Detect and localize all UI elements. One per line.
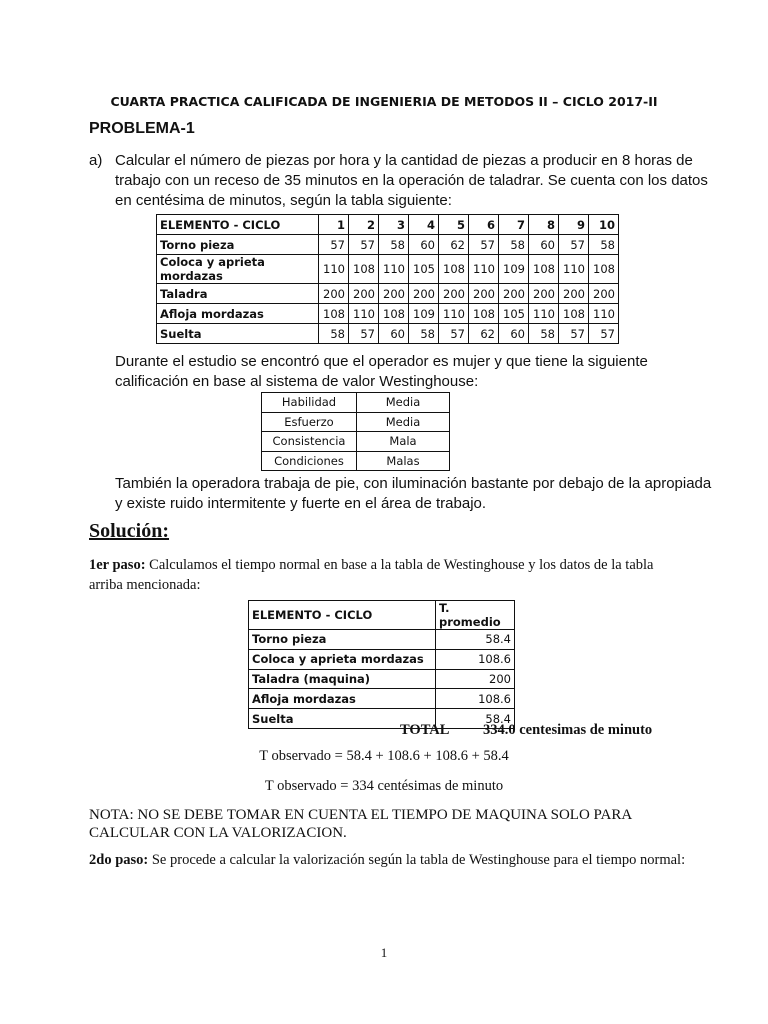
time-value-cell: 58 <box>379 235 409 255</box>
factor-cell: Condiciones <box>262 451 357 471</box>
factor-cell: Consistencia <box>262 432 357 452</box>
time-value-cell: 57 <box>559 235 589 255</box>
time-value-cell: 200 <box>589 284 619 304</box>
table-row <box>262 451 450 471</box>
solution-heading: Solución: <box>89 520 170 542</box>
time-value-cell: 105 <box>499 304 529 324</box>
conditions-paragraph: También la operadora trabaja de pie, con iluminación bastante por debajo de la apropiada y existe ruido intermitente y fuerte en el área de trabajo. <box>115 475 712 512</box>
average-value-cell: 108.6 <box>436 689 515 709</box>
time-value-cell: 57 <box>349 324 379 344</box>
table-row <box>262 432 450 452</box>
element-name-cell: Torno pieza <box>249 630 436 650</box>
page-number: 1 <box>380 945 388 960</box>
time-value-cell: 58 <box>589 235 619 255</box>
rating-cell: Media <box>357 393 450 413</box>
average-value-cell: 58.4 <box>436 630 515 650</box>
header-cell-average: T. promedio <box>436 601 515 630</box>
time-value-cell: 57 <box>469 235 499 255</box>
average-value-cell: 58.4 <box>436 709 515 729</box>
time-value-cell: 200 <box>499 284 529 304</box>
time-value-cell: 57 <box>349 235 379 255</box>
element-name-cell: Coloca y aprieta mordazas <box>157 255 319 284</box>
time-value-cell: 58 <box>499 235 529 255</box>
time-value-cell: 200 <box>349 284 379 304</box>
time-value-cell: 57 <box>589 324 619 344</box>
header-cell-cycle: 9 <box>559 215 589 235</box>
table-row <box>262 412 450 432</box>
westinghouse-rating-table <box>261 392 450 471</box>
step1-label: 1er paso: <box>89 557 146 573</box>
average-value-cell: 200 <box>436 669 515 689</box>
time-value-cell: 108 <box>319 304 349 324</box>
header-cell-cycle: 3 <box>379 215 409 235</box>
time-value-cell: 60 <box>529 235 559 255</box>
equation-sum: T observado = 58.4 + 108.6 + 108.6 + 58.4 <box>259 748 509 764</box>
factor-cell: Esfuerzo <box>262 412 357 432</box>
time-value-cell: 108 <box>559 304 589 324</box>
header-cell-cycle: 10 <box>589 215 619 235</box>
time-value-cell: 60 <box>409 235 439 255</box>
time-value-cell: 108 <box>469 304 499 324</box>
average-value-cell: 108.6 <box>436 649 515 669</box>
note-paragraph: NOTA: NO SE DEBE TOMAR EN CUENTA EL TIEMPO DE MAQUINA SOLO PARA CALCULAR CON LA VALORIZACION. <box>89 807 632 841</box>
time-value-cell: 110 <box>379 255 409 284</box>
element-name-cell: Taladra (maquina) <box>249 669 436 689</box>
header-cell-element: ELEMENTO - CICLO <box>249 601 436 630</box>
problem-heading: PROBLEMA-1 <box>89 120 195 137</box>
header-cell-cycle: 5 <box>439 215 469 235</box>
header-cell-cycle: 6 <box>469 215 499 235</box>
element-name-cell: Suelta <box>157 324 319 344</box>
rating-cell: Media <box>357 412 450 432</box>
element-name-cell: Afloja mordazas <box>249 689 436 709</box>
rating-cell: Malas <box>357 451 450 471</box>
time-value-cell: 105 <box>409 255 439 284</box>
part-a-text: Calcular el número de piezas por hora y la cantidad de piezas a producir en 8 horas de trabajo con un receso de 35 minutos en la operación de taladrar. Se cuenta con los datos en centésima de minutos, según la tabla siguiente: <box>115 152 708 209</box>
table-row <box>249 689 515 709</box>
time-value-cell: 200 <box>379 284 409 304</box>
table-row <box>157 304 619 324</box>
header-cell-cycle: 4 <box>409 215 439 235</box>
time-value-cell: 60 <box>499 324 529 344</box>
table-header-row <box>249 601 515 630</box>
step2-text: Se procede a calcular la valorización según la tabla de Westinghouse para el tiempo normal: <box>148 852 686 868</box>
header-cell-cycle: 1 <box>319 215 349 235</box>
time-value-cell: 108 <box>349 255 379 284</box>
table-row <box>249 709 515 729</box>
step1-paragraph <box>89 555 689 595</box>
header-cell-cycle: 2 <box>349 215 379 235</box>
time-value-cell: 57 <box>319 235 349 255</box>
time-value-cell: 110 <box>349 304 379 324</box>
time-value-cell: 200 <box>439 284 469 304</box>
time-value-cell: 62 <box>469 324 499 344</box>
westinghouse-paragraph: Durante el estudio se encontró que el operador es mujer y que tiene la siguiente calificación en base al sistema de valor Westinghouse: <box>115 353 648 390</box>
time-value-cell: 58 <box>319 324 349 344</box>
document-title: CUARTA PRACTICA CALIFICADA DE INGENIERIA DE METODOS II – CICLO 2017-II <box>110 94 658 109</box>
table-row <box>157 324 619 344</box>
step2-paragraph <box>89 852 685 869</box>
time-value-cell: 60 <box>379 324 409 344</box>
table-row <box>157 284 619 304</box>
time-value-cell: 62 <box>439 235 469 255</box>
table-header-row <box>157 215 619 235</box>
step1-text: Calculamos el tiempo normal en base a la tabla de Westinghouse y los datos de la tabla arriba mencionada: <box>89 557 654 593</box>
time-value-cell: 110 <box>439 304 469 324</box>
time-value-cell: 200 <box>529 284 559 304</box>
header-cell-cycle: 8 <box>529 215 559 235</box>
time-value-cell: 109 <box>409 304 439 324</box>
time-value-cell: 110 <box>469 255 499 284</box>
time-value-cell: 110 <box>529 304 559 324</box>
time-value-cell: 200 <box>469 284 499 304</box>
rating-cell: Mala <box>357 432 450 452</box>
header-cell-element: ELEMENTO - CICLO <box>157 215 319 235</box>
element-name-cell: Afloja mordazas <box>157 304 319 324</box>
time-value-cell: 200 <box>319 284 349 304</box>
time-value-cell: 57 <box>559 324 589 344</box>
factor-cell: Habilidad <box>262 393 357 413</box>
equation-result: T observado = 334 centésimas de minuto <box>264 778 504 794</box>
time-value-cell: 110 <box>559 255 589 284</box>
table-row <box>157 235 619 255</box>
time-value-cell: 109 <box>499 255 529 284</box>
total-value: 334.0 centesimas de minuto <box>483 722 653 738</box>
element-name-cell: Coloca y aprieta mordazas <box>249 649 436 669</box>
element-name-cell: Suelta <box>249 709 436 729</box>
time-value-cell: 108 <box>439 255 469 284</box>
table-row <box>249 649 515 669</box>
average-times-table <box>248 600 515 729</box>
header-cell-cycle: 7 <box>499 215 529 235</box>
time-value-cell: 108 <box>529 255 559 284</box>
time-value-cell: 200 <box>409 284 439 304</box>
element-name-cell: Taladra <box>157 284 319 304</box>
part-a-label: a) <box>89 152 103 169</box>
table-row <box>157 255 619 284</box>
time-value-cell: 200 <box>559 284 589 304</box>
element-name-cell: Torno pieza <box>157 235 319 255</box>
step2-label: 2do paso: <box>89 852 149 868</box>
total-label: TOTAL <box>400 722 450 738</box>
time-value-cell: 108 <box>379 304 409 324</box>
time-value-cell: 58 <box>409 324 439 344</box>
table-row <box>249 630 515 650</box>
table-row <box>262 393 450 413</box>
time-value-cell: 110 <box>589 304 619 324</box>
cycle-times-table <box>156 214 619 344</box>
time-value-cell: 58 <box>529 324 559 344</box>
time-value-cell: 108 <box>589 255 619 284</box>
table-row <box>249 669 515 689</box>
time-value-cell: 110 <box>319 255 349 284</box>
time-value-cell: 57 <box>439 324 469 344</box>
